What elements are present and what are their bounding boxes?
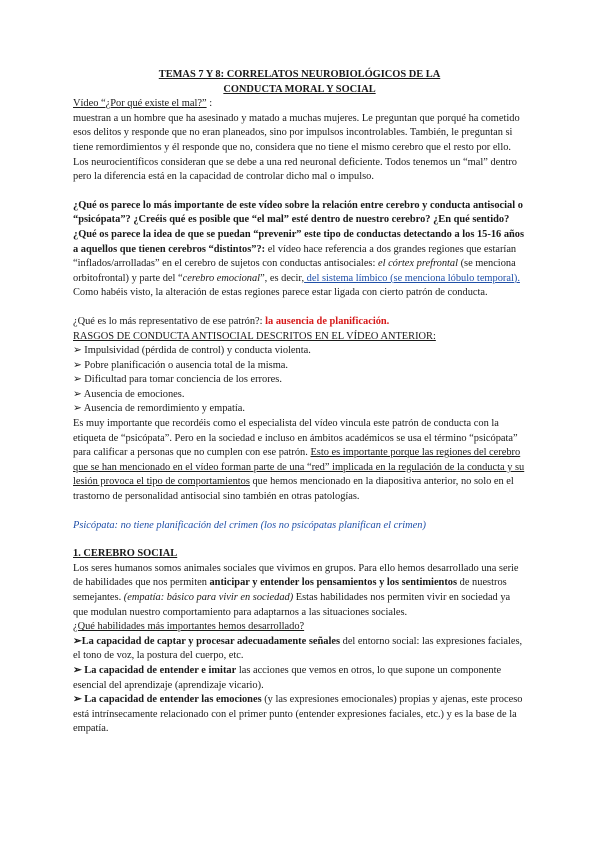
skills-question: ¿Qué habilidades más importantes hemos desarrollado? bbox=[73, 621, 305, 633]
limbic-link[interactable]: del sistema límbico (se menciona lóbulo temporal). bbox=[304, 272, 520, 284]
remember-underlined: Esto es importante porque las regiones del cerebro que se han mencionado en el vídeo forman parte de una “red” implicada en la regulación de la conducta y su lesión provoca el tipo de comportamientos bbox=[73, 447, 525, 488]
questions-ending: Como habéis visto, la alteración de estas regiones parece estar ligada con cierto patrón de conducta. bbox=[73, 287, 488, 299]
video-paragraph bbox=[73, 97, 526, 185]
skill-item bbox=[73, 664, 526, 693]
representative-question: ¿Qué es lo más representativo de ese patrón?: bbox=[73, 315, 266, 327]
trait-item: ➢ Ausencia de remordimiento y empatía. bbox=[73, 403, 246, 415]
questions-bold: ¿Qué os parece lo más importante de este vídeo sobre la relación entre cerebro y conducta antisocial o “psicópata”? ¿Creéis qué es posible que “el mal” esté dentro de nuestro cerebro? ¿En qué sentido? ¿Qué os parece la idea de que se puedan “prevenir” este tipo de conductas detectando a los 15-16 años a aquellos que tienen cerebros “distintos”?: bbox=[73, 199, 525, 255]
trait-item: ➢ Dificultad para tomar conciencia de los errores. bbox=[73, 374, 282, 386]
representative-paragraph bbox=[73, 315, 526, 330]
intro-b: de nuestros semejantes. bbox=[73, 577, 507, 603]
intro-bold: anticipar y entender los pensamientos y los sentimientos bbox=[209, 577, 458, 589]
intro-c: Estas habilidades nos permiten vivir en sociedad ya que modulan nuestro comportamiento para adaptarnos a las situaciones sociales. bbox=[73, 592, 511, 618]
skill-title: ➢ La capacidad de entender e imitar bbox=[73, 664, 237, 676]
section-intro bbox=[73, 562, 526, 620]
trait-item: ➢ Impulsividad (pérdida de control) y conducta violenta. bbox=[73, 345, 311, 357]
title-line-1: TEMAS 7 Y 8: CORRELATOS NEUROBIOLÓGICOS DE LA bbox=[158, 69, 441, 80]
skill-text: (y las expresiones emocionales) propias y ajenas, este proceso está intrínsecamente relacionado con el primer punto (entender expresiones faciales, etc.) y es la base de la empatía. bbox=[73, 694, 523, 735]
section-heading: 1. CEREBRO SOCIAL bbox=[73, 548, 178, 560]
skill-title: ➢La capacidad de captar y procesar adecuadamente señales bbox=[73, 635, 341, 647]
video-label: Vídeo “¿Por qué existe el mal?” bbox=[73, 98, 207, 110]
skill-title: ➢ La capacidad de entender las emociones bbox=[73, 694, 262, 706]
document-title bbox=[73, 68, 526, 97]
cortex-after: (se menciona orbitofrontal) y parte del “ bbox=[73, 258, 516, 284]
psychopath-note: Psicópata: no tiene planificación del crimen (los no psicópatas planifican el crimen) bbox=[73, 519, 426, 531]
skill-text: del entorno social: las expresiones faciales, el tono de voz, la postura del cuerpo, etc. bbox=[73, 635, 523, 662]
remember-paragraph bbox=[73, 417, 526, 505]
trait-item: ➢ Ausencia de emociones. bbox=[73, 388, 185, 400]
remember-after: que hemos mencionado en la diapositiva anterior, no solo en el trastorno de personalidad antisocial sino también en otras patologías. bbox=[73, 476, 514, 503]
emotional-after: ”, es decir, bbox=[260, 272, 305, 284]
representative-answer: la ausencia de planificación. bbox=[265, 315, 390, 327]
questions-after: el vídeo hace referencia a dos grandes regiones que estarían “inflados/arrolladas” en el cerebro de sujetos con conductas antisociales: bbox=[73, 243, 517, 270]
intro-italic: (empatía: básico para vivir en sociedad) bbox=[123, 592, 294, 603]
spacer bbox=[73, 185, 526, 199]
traits-heading: RASGOS DE CONDUCTA ANTISOCIAL DESCRITOS EN EL VÍDEO ANTERIOR: bbox=[73, 330, 436, 342]
title-line-2: CONDUCTA MORAL Y SOCIAL bbox=[223, 83, 376, 95]
skill-item bbox=[73, 693, 526, 737]
skill-text: las acciones que vemos en otros, lo que supone un componente esencial del aprendizaje (aprendizaje vicario). bbox=[73, 664, 502, 691]
skill-item bbox=[73, 635, 526, 664]
spacer bbox=[73, 301, 526, 315]
trait-item: ➢ Pobre planificación o ausencia total de la misma. bbox=[73, 359, 289, 371]
cortex-term: el córtex prefrontal bbox=[377, 258, 458, 270]
spacer bbox=[73, 533, 526, 547]
questions-paragraph bbox=[73, 199, 526, 301]
video-text: muestran a un hombre que ha asesinado y matado a muchas mujeres. Le preguntan que porqué ha cometido esos delitos y responde que no eran planeados, sino por impulsos incontrolables. También, le preguntan si tiene remordimientos y él responde que no, considera que no tiene el mismo cerebro que el resto por ello. Los neurocientíficos consideran que se debe a una red neuronal deficiente. Todos tenemos un “mal” dentro pero la diferencia está en la capacidad de controlar dicho mal o impulso. bbox=[73, 112, 520, 183]
emotional-term: cerebro emocional bbox=[182, 272, 261, 284]
remember-text: Es muy importante que recordéis como el especialista del vídeo vincula este patrón de conducta con la etiqueta de “psicópata”. Pero en la sociedad e incluso en ámbitos académicos se usa el término “psicópata” para calificar a personas que no cumplen con ese patrón. bbox=[73, 418, 518, 459]
spacer bbox=[73, 505, 526, 519]
intro-a: Los seres humanos somos animales sociales que vivimos en grupos. Para ello hemos desarrollado una serie de habilidades que nos permiten bbox=[73, 562, 519, 589]
video-colon: : bbox=[206, 98, 213, 110]
